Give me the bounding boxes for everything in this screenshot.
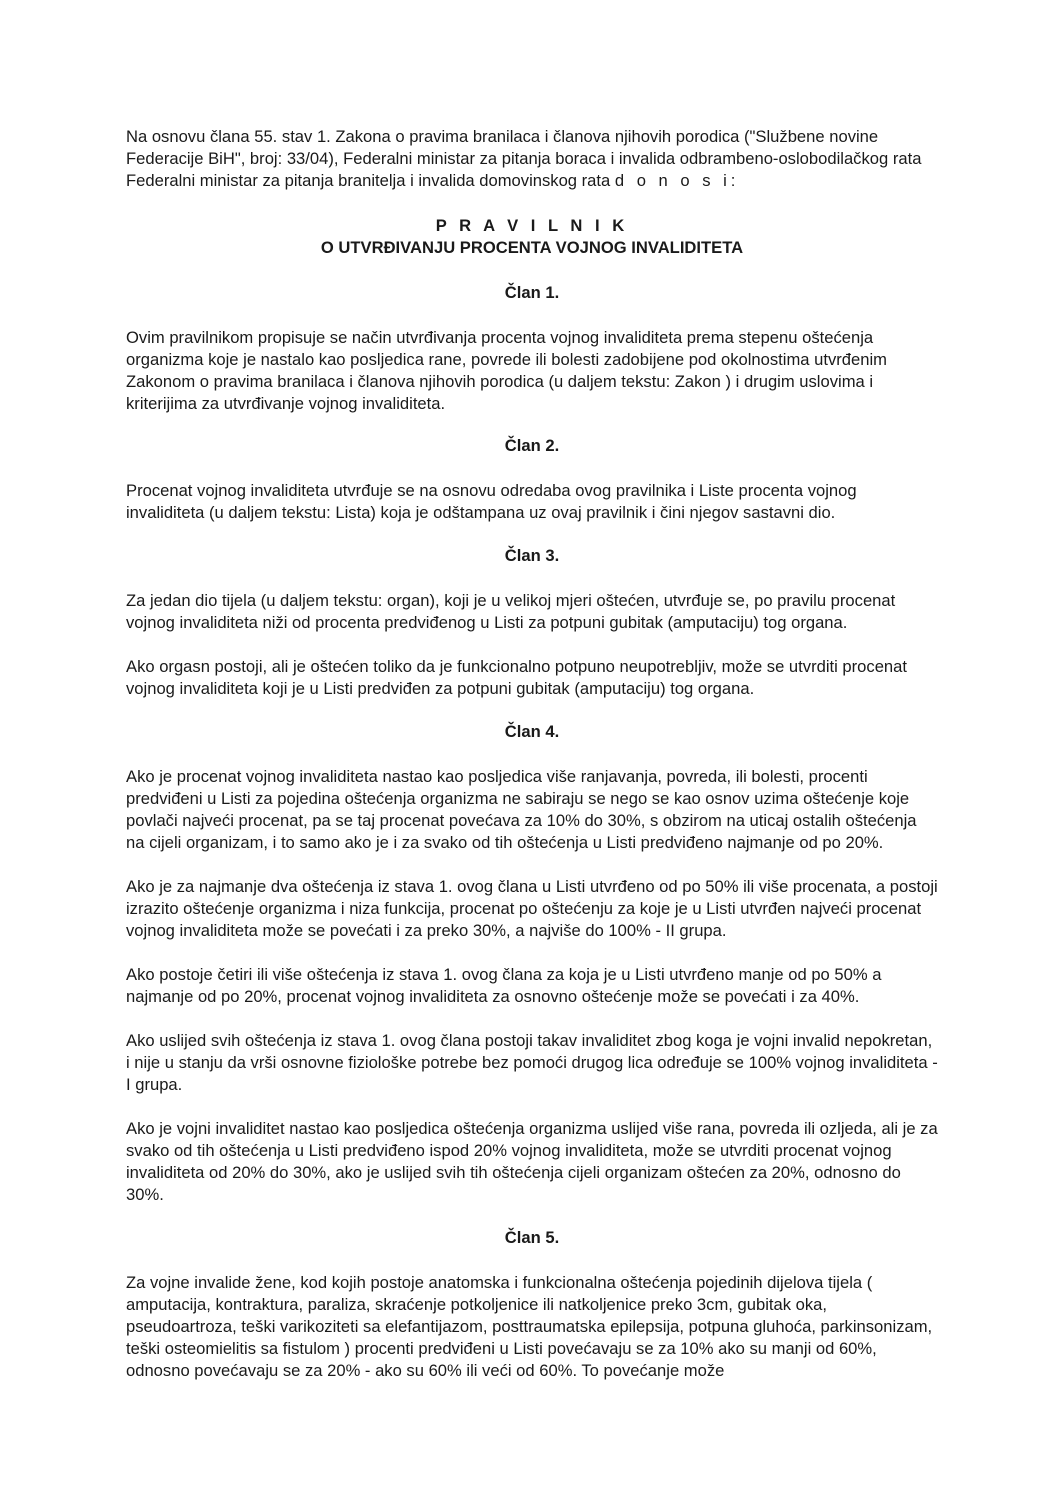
article-paragraph: Ako je za najmanje dva oštećenja iz stava 1. ovog člana u Listi utvrđeno od po 50% ili više procenata, a postoji izrazito oštećenje organizma i niza funkcija, procenat po oštećenju za koje je u Listi utvrđen najveći procenat vojnog invaliditeta može se povećati i za preko 30%, a najviše do 100% - II grupa. (126, 877, 938, 940)
article-paragraph: Ako je procenat vojnog invaliditeta nastao kao posljedica više ranjavanja, povreda, ili bolesti, procenti predviđeni u Listi za pojedina oštećenja organizma ne sabiraju se nego se kao osnov uzima oštećenje koje povlači najveći procenat, pa se taj procenat povećava za 10% do 30%, s obzirom na uticaj ostalih oštećenja na cijeli organizam, i to samo ako je i za svako od tih oštećenja u Listi predviđeno najmanje od po 20%. (126, 767, 917, 852)
title-line-1: P R A V I L N I K (435, 216, 629, 235)
article-3 (126, 545, 938, 700)
document-page (126, 126, 938, 1382)
article-5 (126, 1227, 938, 1382)
article-paragraph: Za vojne invalide žene, kod kojih postoje anatomska i funkcionalna oštećenja pojedinih dijelova tijela ( amputacija, kontraktura, paraliza, skraćenje potkoljenice ili natkoljenice preko 3cm, gubitak oka, pseudoartroza, teški varikoziteti sa elefantijazom, posttraumatska epilepsija, potpuna gluhoća, parkinsonizam, teški osteomielitis sa fistulom ) procenti predviđeni u Listi povećavaju se za 10% ako su manji od 60%, odnosno povećavaju se za 20% - ako su 60% ili veći od 60%. To povećanje može (126, 1273, 933, 1380)
intro-donosi: d o n o s i: (614, 171, 740, 190)
article-1 (126, 282, 938, 415)
article-paragraph: Ovim pravilnikom propisuje se način utvrđivanja procenta vojnog invaliditeta prema stepenu oštećenja organizma koje je nastalo kao posljedica rane, povrede ili bolesti zadobijene pod okolnostima utvrđenim Zakonom o pravima branilaca i članova njihovih porodica (u daljem tekstu: Zakon ) i drugim uslovima i kriterijima za utvrđivanje vojnog invaliditeta. (126, 328, 887, 413)
article-2 (126, 435, 938, 524)
document-title (126, 215, 938, 259)
article-4 (126, 721, 938, 1206)
article-paragraph: Za jedan dio tijela (u daljem tekstu: organ), koji je u velikoj mjeri oštećen, utvrđuje se, po pravilu procenat vojnog invaliditeta niži od procenta predviđenog u Listi za potpuni gubitak (amputaciju) tog organa. (126, 591, 896, 632)
article-heading: Član 3. (504, 546, 560, 565)
article-paragraph: Ako orgasn postoji, ali je oštećen toliko da je funkcionalno potpuno neupotrebljiv, može se utvrditi procenat vojnog invaliditeta koji je u Listi predviđen za potpuni gubitak (amputaciju) tog organa. (126, 657, 907, 698)
article-paragraph: Ako postoje četiri ili više oštećenja iz stava 1. ovog člana za koja je u Listi utvrđeno manje od po 50% a najmanje od po 20%, procenat vojnog invaliditeta za osnovno oštećenje može se povećati i za 40%. (126, 965, 882, 1006)
intro-text: Na osnovu člana 55. stav 1. Zakona o pravima branilaca i članova njihovih porodica ("Službene novine Federacije BiH", broj: 33/04), Federalni ministar za pitanja boraca i invalida odbrambeno-oslobodilačkog rata Federalni ministar za pitanja branitelja i invalida domovinskog rata (126, 127, 922, 190)
title-line-2: O UTVRĐIVANJU PROCENTA VOJNOG INVALIDITETA (320, 238, 744, 257)
article-paragraph: Ako je vojni invaliditet nastao kao posljedica oštećenja organizma uslijed više rana, povreda ili ozljeda, ali je za svako od tih oštećenja u Listi predviđeno ispod 20% vojnog invaliditeta, može se utvrditi procenat vojnog invaliditeta od 20% do 30%, ako je uslijed svih tih oštećenja cijeli organizam oštećen za 20%, odnosno do 30%. (126, 1119, 938, 1204)
article-paragraph: Ako uslijed svih oštećenja iz stava 1. ovog člana postoji takav invaliditet zbog koga je vojni invalid nepokretan, i nije u stanju da vrši osnovne fiziološke potrebe bez pomoći drugog lica određuje se 100% vojnog invaliditeta - I grupa. (126, 1031, 938, 1094)
article-heading: Član 1. (504, 283, 560, 302)
intro-paragraph (126, 126, 938, 192)
article-heading: Član 2. (504, 436, 560, 455)
article-heading: Član 5. (504, 1228, 560, 1247)
article-heading: Član 4. (504, 722, 560, 741)
article-paragraph: Procenat vojnog invaliditeta utvrđuje se na osnovu odredaba ovog pravilnika i Liste procenta vojnog invaliditeta (u daljem tekstu: Lista) koja je odštampana uz ovaj pravilnik i čini njegov sastavni dio. (126, 481, 857, 522)
